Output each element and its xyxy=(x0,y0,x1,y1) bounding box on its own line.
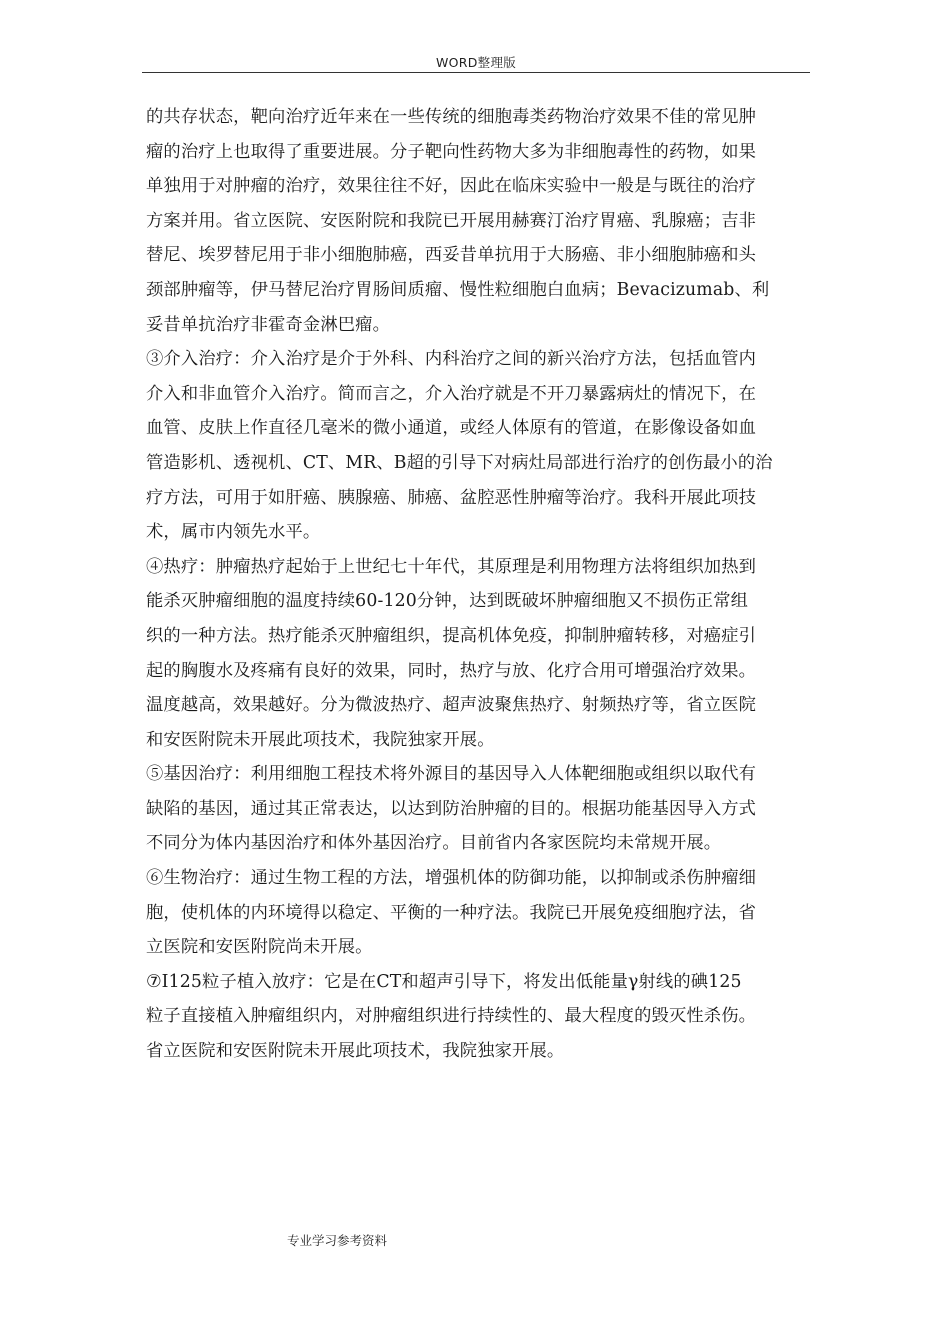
text-line: 疗方法，可用于如肝癌、胰腺癌、肺癌、盆腔恶性肿瘤等治疗。我科开展此项技 xyxy=(146,487,757,508)
text-line: 起的胸腹水及疼痛有良好的效果，同时，热疗与放、化疗合用可增强治疗效果。 xyxy=(146,660,757,681)
text-line: 瘤的治疗上也取得了重要进展。分子靶向性药物大多为非细胞毒性的药物，如果 xyxy=(146,141,757,162)
text-line: 术，属市内领先水平。 xyxy=(146,522,321,543)
section-heading-line: ④热疗：肿瘤热疗起始于上世纪七十年代，其原理是利用物理方法将组织加热到 xyxy=(146,556,757,577)
text-line: 颈部肿瘤等，伊马替尼治疗胃肠间质瘤、慢性粒细胞白血病；Bevacizumab、利 xyxy=(146,279,770,300)
text-line: 管造影机、透视机、CT、MR、B超的引导下对病灶局部进行治疗的创伤最小的治 xyxy=(146,452,773,473)
text-line: 织的一种方法。热疗能杀灭肿瘤组织，提高机体免疫，抑制肿瘤转移，对癌症引 xyxy=(146,625,757,646)
text-line: 和安医附院未开展此项技术，我院独家开展。 xyxy=(146,729,495,750)
header-title: WORD整理版 xyxy=(435,55,517,70)
text-line: 缺陷的基因，通过其正常表达，以达到防治肿瘤的目的。根据功能基因导入方式 xyxy=(146,798,757,819)
text-line: 粒子直接植入肿瘤组织内，对肿瘤组织进行持续性的、最大程度的毁灭性杀伤。 xyxy=(146,1006,757,1027)
text-line: 的共存状态，靶向治疗近年来在一些传统的细胞毒类药物治疗效果不佳的常见肿 xyxy=(146,107,757,127)
text-line: 单独用于对肿瘤的治疗，效果往往不好，因此在临床实验中一般是与既往的治疗 xyxy=(146,176,757,197)
section-heading-line: ⑦I125粒子植入放疗：它是在CT和超声引导下，将发出低能量γ射线的碘125 xyxy=(146,971,742,992)
text-line: 血管、皮肤上作直径几毫米的微小通道，或经人体原有的管道，在影像设备如血 xyxy=(146,418,757,439)
section-heading-line: ⑤基因治疗：利用细胞工程技术将外源目的基因导入人体靶细胞或组织以取代有 xyxy=(146,764,757,785)
section-heading-line: ⑥生物治疗：通过生物工程的方法，增强机体的防御功能，以抑制或杀伤肿瘤细 xyxy=(146,868,757,889)
text-line: 胞，使机体的内环境得以稳定、平衡的一种疗法。我院已开展免疫细胞疗法，省 xyxy=(146,902,757,923)
section-heading-line: ③介入治疗：介入治疗是介于外科、内科治疗之间的新兴治疗方法，包括血管内 xyxy=(146,349,757,370)
page-footer: 专业学习参考资料 xyxy=(287,1233,388,1248)
text-line: 温度越高，效果越好。分为微波热疗、超声波聚焦热疗、射频热疗等，省立医院 xyxy=(146,695,757,716)
text-line: 不同分为体内基因治疗和体外基因治疗。目前省内各家医院均未常规开展。 xyxy=(146,833,722,854)
text-line: 立医院和安医附院尚未开展。 xyxy=(146,937,373,958)
document-body xyxy=(146,100,810,1069)
text-line: 方案并用。省立医院、安医附院和我院已开展用赫赛汀治疗胃癌、乳腺癌；吉非 xyxy=(146,210,757,231)
text-line: 介入和非血管介入治疗。简而言之，介入治疗就是不开刀暴露病灶的情况下，在 xyxy=(146,383,757,404)
text-line: 妥昔单抗治疗非霍奇金淋巴瘤。 xyxy=(146,314,391,335)
text-line: 省立医院和安医附院未开展此项技术，我院独家开展。 xyxy=(146,1041,565,1062)
text-line: 能杀灭肿瘤细胞的温度持续60-120分钟，达到既破坏肿瘤细胞又不损伤正常组 xyxy=(146,591,749,612)
text-line: 替尼、埃罗替尼用于非小细胞肺癌，西妥昔单抗用于大肠癌、非小细胞肺癌和头 xyxy=(146,245,757,266)
page-header xyxy=(142,52,810,73)
